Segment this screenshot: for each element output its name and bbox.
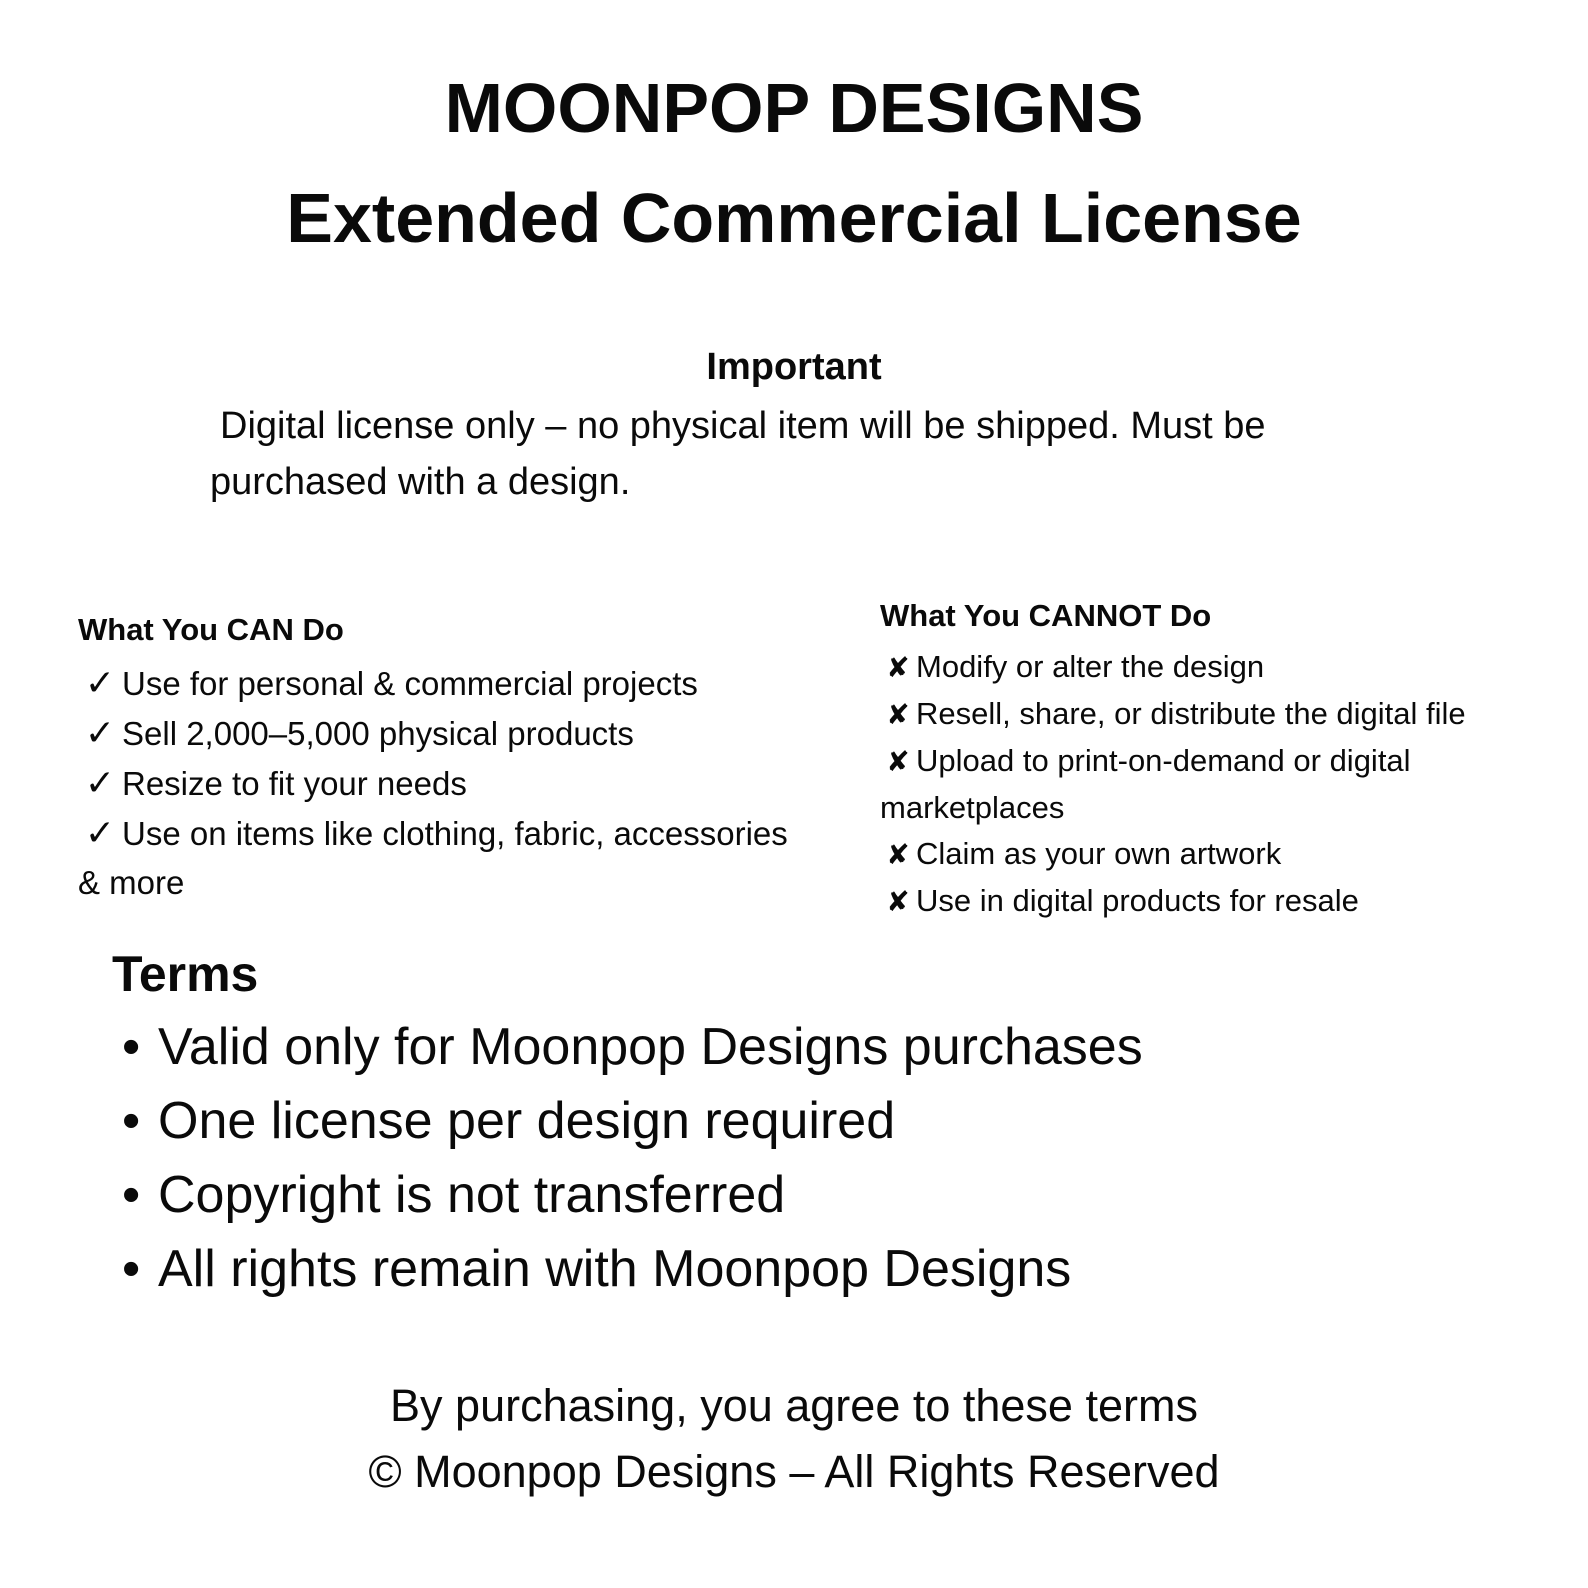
terms-item-text: Copyright is not transferred [158, 1166, 786, 1224]
license-title: Extended Commercial License [286, 179, 1302, 257]
cross-icon: ✘ [886, 652, 910, 683]
cannot-do-item-text: Resell, share, or distribute the digital file [916, 696, 1466, 731]
cannot-do-item-text: Claim as your own artwork [916, 836, 1282, 871]
terms-list [122, 1010, 1422, 1306]
important-line-1: Digital license only – no physical item will be shipped. Must be [220, 405, 1266, 447]
important-text [210, 398, 1360, 510]
can-do-list [78, 658, 868, 907]
bullet-icon: • [122, 1166, 141, 1224]
terms-item-text: All rights remain with Moonpop Designs [158, 1240, 1072, 1298]
cannot-do-item-continuation: marketplaces [880, 790, 1065, 825]
cannot-do-item [880, 831, 1580, 878]
terms-item-text: One license per design required [158, 1092, 896, 1150]
important-line-2: purchased with a design. [210, 461, 631, 503]
can-do-item [78, 658, 868, 708]
can-do-item-text: Use for personal & commercial projects [122, 665, 698, 702]
terms-item [122, 1010, 1422, 1084]
agreement-text: By purchasing, you agree to these terms [390, 1380, 1198, 1431]
terms-item [122, 1158, 1422, 1232]
can-do-item-continuation: & more [78, 864, 185, 901]
important-heading: Important [706, 346, 882, 388]
cannot-do-item [880, 738, 1580, 831]
cannot-do-item [880, 644, 1580, 691]
can-do-item [78, 758, 868, 808]
cannot-do-item [880, 878, 1580, 925]
bullet-icon: • [122, 1240, 141, 1298]
can-do-item-text: Sell 2,000–5,000 physical products [122, 715, 634, 752]
checkmark-icon: ✓ [84, 712, 116, 753]
cannot-do-section [880, 596, 1580, 925]
cross-icon: ✘ [886, 886, 910, 917]
bullet-icon: • [122, 1092, 141, 1150]
cannot-do-item-text: Upload to print-on-demand or digital [916, 743, 1411, 778]
terms-item [122, 1084, 1422, 1158]
can-do-section [78, 610, 868, 907]
can-do-item-text: Use on items like clothing, fabric, accessories [122, 815, 788, 852]
cannot-do-heading: What You CANNOT Do [880, 598, 1212, 633]
checkmark-icon: ✓ [84, 812, 116, 853]
cross-icon: ✘ [886, 699, 910, 730]
cannot-do-item-text: Modify or alter the design [916, 649, 1265, 684]
cannot-do-list [880, 644, 1580, 925]
brand-name: MOONPOP DESIGNS [444, 69, 1144, 147]
checkmark-icon: ✓ [84, 662, 116, 703]
copyright-text: © Moonpop Designs – All Rights Reserved [368, 1446, 1220, 1497]
terms-item [122, 1232, 1422, 1306]
can-do-item-text: Resize to fit your needs [122, 765, 467, 802]
cannot-do-item-text: Use in digital products for resale [916, 883, 1359, 918]
terms-item-text: Valid only for Moonpop Designs purchases [158, 1018, 1143, 1076]
cannot-do-item [880, 691, 1580, 738]
cross-icon: ✘ [886, 746, 910, 777]
cross-icon: ✘ [886, 839, 910, 870]
can-do-item [78, 708, 868, 758]
terms-heading: Terms [112, 946, 259, 1002]
can-do-heading: What You CAN Do [78, 612, 344, 647]
checkmark-icon: ✓ [84, 762, 116, 803]
can-do-item [78, 808, 868, 907]
bullet-icon: • [122, 1018, 141, 1076]
